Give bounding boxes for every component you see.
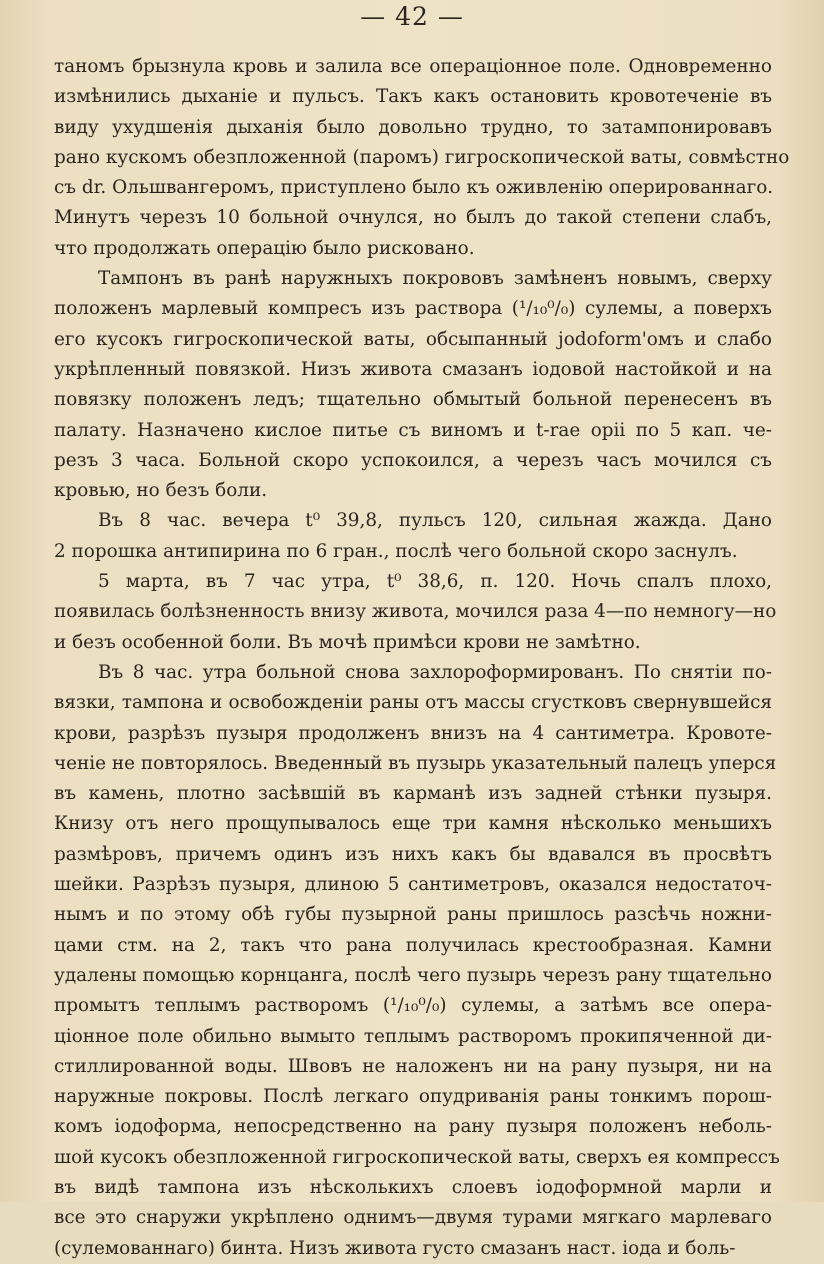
text-line: все это снаружи укрѣплено однимъ—двумя турами мягкаго марлеваго bbox=[54, 1207, 772, 1229]
text-line: рано кускомъ обезпложенной (паромъ) гигроскопической ваты, совмѣстно bbox=[54, 146, 790, 168]
page-number: — 42 — bbox=[360, 2, 464, 31]
text-line: его кусокъ гигроскопической ваты, обсыпанный jodoform'омъ и слабо bbox=[54, 328, 772, 350]
text-line: Тампонъ въ ранѣ наружныхъ покрововъ замѣненъ новымъ, сверху bbox=[98, 268, 772, 290]
text-line: 2 порошка антипирина по 6 гран., послѣ чего больной скоро заснулъ. bbox=[54, 540, 738, 562]
text-line: (сулемованнаго) бинта. Низъ живота густо смазанъ наст. іода и боль- bbox=[54, 1237, 736, 1259]
text-line: что продолжать операцію было рисковано. bbox=[54, 237, 475, 259]
text-line: и безъ особенной боли. Въ мочѣ примѣси крови не замѣтно. bbox=[54, 631, 641, 653]
text-line: положенъ марлевый компресъ изъ раствора (¹/₁₀⁰/₀) сулемы, а поверхъ bbox=[54, 298, 772, 320]
paragraph bbox=[54, 506, 772, 567]
text-line: наружные покровы. Послѣ легкаго опудриванія раны тонкимъ порош- bbox=[54, 1086, 772, 1108]
paragraph bbox=[54, 658, 780, 1264]
text-line: укрѣпленный повязкой. Низъ живота смазанъ іодовой настойкой и на bbox=[54, 358, 772, 380]
text-line: палату. Назначено кислое питье съ виномъ и t-rae opii по 5 кап. че- bbox=[54, 419, 772, 441]
text-line: виду ухудшенія дыханія было довольно трудно, то затампонировавъ bbox=[54, 116, 772, 138]
text-line: появилась болѣзненность внизу живота, мочился раза 4—по немногу—но bbox=[54, 601, 777, 623]
text-line: Книзу отъ него прощупывалось еще три камня нѣсколько меньшихъ bbox=[54, 813, 772, 835]
paragraph bbox=[54, 264, 772, 506]
text-line: 5 марта, въ 7 час утра, t⁰ 38,6, п. 120. Ночь спалъ плохо, bbox=[98, 571, 772, 593]
text-line: размѣровъ, причемъ одинъ изъ нихъ какъ бы вдавался въ просвѣтъ bbox=[54, 843, 772, 865]
text-line: въ камень, плотно засѣвшій въ карманѣ изъ задней стѣнки пузыря. bbox=[54, 783, 772, 805]
text-line: резъ 3 часа. Больной скоро успокоился, а черезъ часъ мочился съ bbox=[54, 449, 772, 471]
text-line: промытъ теплымъ растворомъ (¹/₁₀⁰/₀) сулемы, а затѣмъ все опера- bbox=[54, 995, 772, 1017]
text-line: стиллированной воды. Швовъ не наложенъ ни на рану пузыря, ни на bbox=[54, 1055, 772, 1077]
paragraph bbox=[54, 567, 777, 658]
text-line: шой кусокъ обезпложенной гигроскопической ваты, сверхъ ея компрессъ bbox=[54, 1146, 780, 1168]
text-body bbox=[54, 52, 790, 1264]
text-line: повязку положенъ ледъ; тщательно обмытый больной перенесенъ въ bbox=[54, 389, 772, 411]
text-line: ціонное поле обильно вымыто теплымъ растворомъ прокипяченной ди- bbox=[54, 1025, 772, 1047]
text-line: кровью, но безъ боли. bbox=[54, 480, 268, 502]
text-line: удалены помощью корнцанга, послѣ чего пузырь черезъ рану тщательно bbox=[54, 964, 772, 986]
text-line: Минутъ черезъ 10 больной очнулся, но былъ до такой степени слабъ, bbox=[54, 207, 772, 229]
paragraph bbox=[54, 52, 790, 264]
text-line: таномъ брызнула кровь и залила все операціонное поле. Одновременно bbox=[54, 56, 772, 77]
text-line: измѣнились дыханіе и пульсъ. Такъ какъ остановить кровотеченіе въ bbox=[54, 86, 772, 108]
text-line: крови, разрѣзъ пузыря продолженъ внизъ на 4 сантиметра. Кровоте- bbox=[54, 722, 772, 744]
text-line: комъ іодоформа, непосредственно на рану пузыря положенъ неболь- bbox=[54, 1116, 772, 1138]
text-line: въ видѣ тампона изъ нѣсколькихъ слоевъ іодоформной марли и bbox=[54, 1176, 772, 1198]
text-line: Въ 8 час. вечера t⁰ 39,8, пульсъ 120, сильная жажда. Дано bbox=[98, 510, 772, 532]
text-line: съ dr. Ольшвангеромъ, приступлено было къ оживленію оперированнаго. bbox=[54, 177, 774, 199]
text-line: Въ 8 час. утра больной снова захлороформированъ. По снятіи по- bbox=[98, 661, 772, 683]
text-line: цами стм. на 2, такъ что рана получилась крестообразная. Камни bbox=[54, 934, 772, 956]
text-line: шейки. Разрѣзъ пузыря, длиною 5 сантиметровъ, оказался недостаточ- bbox=[54, 874, 772, 896]
text-line: ченіе не повторялось. Введенный въ пузырь указательный палецъ уперся bbox=[54, 752, 777, 774]
text-line: вязки, тампона и освобожденіи раны отъ массы сгустковъ свернувшейся bbox=[54, 692, 772, 714]
text-line: нымъ и по этому обѣ губы пузырной раны пришлось разсѣчь ножни- bbox=[54, 904, 772, 926]
